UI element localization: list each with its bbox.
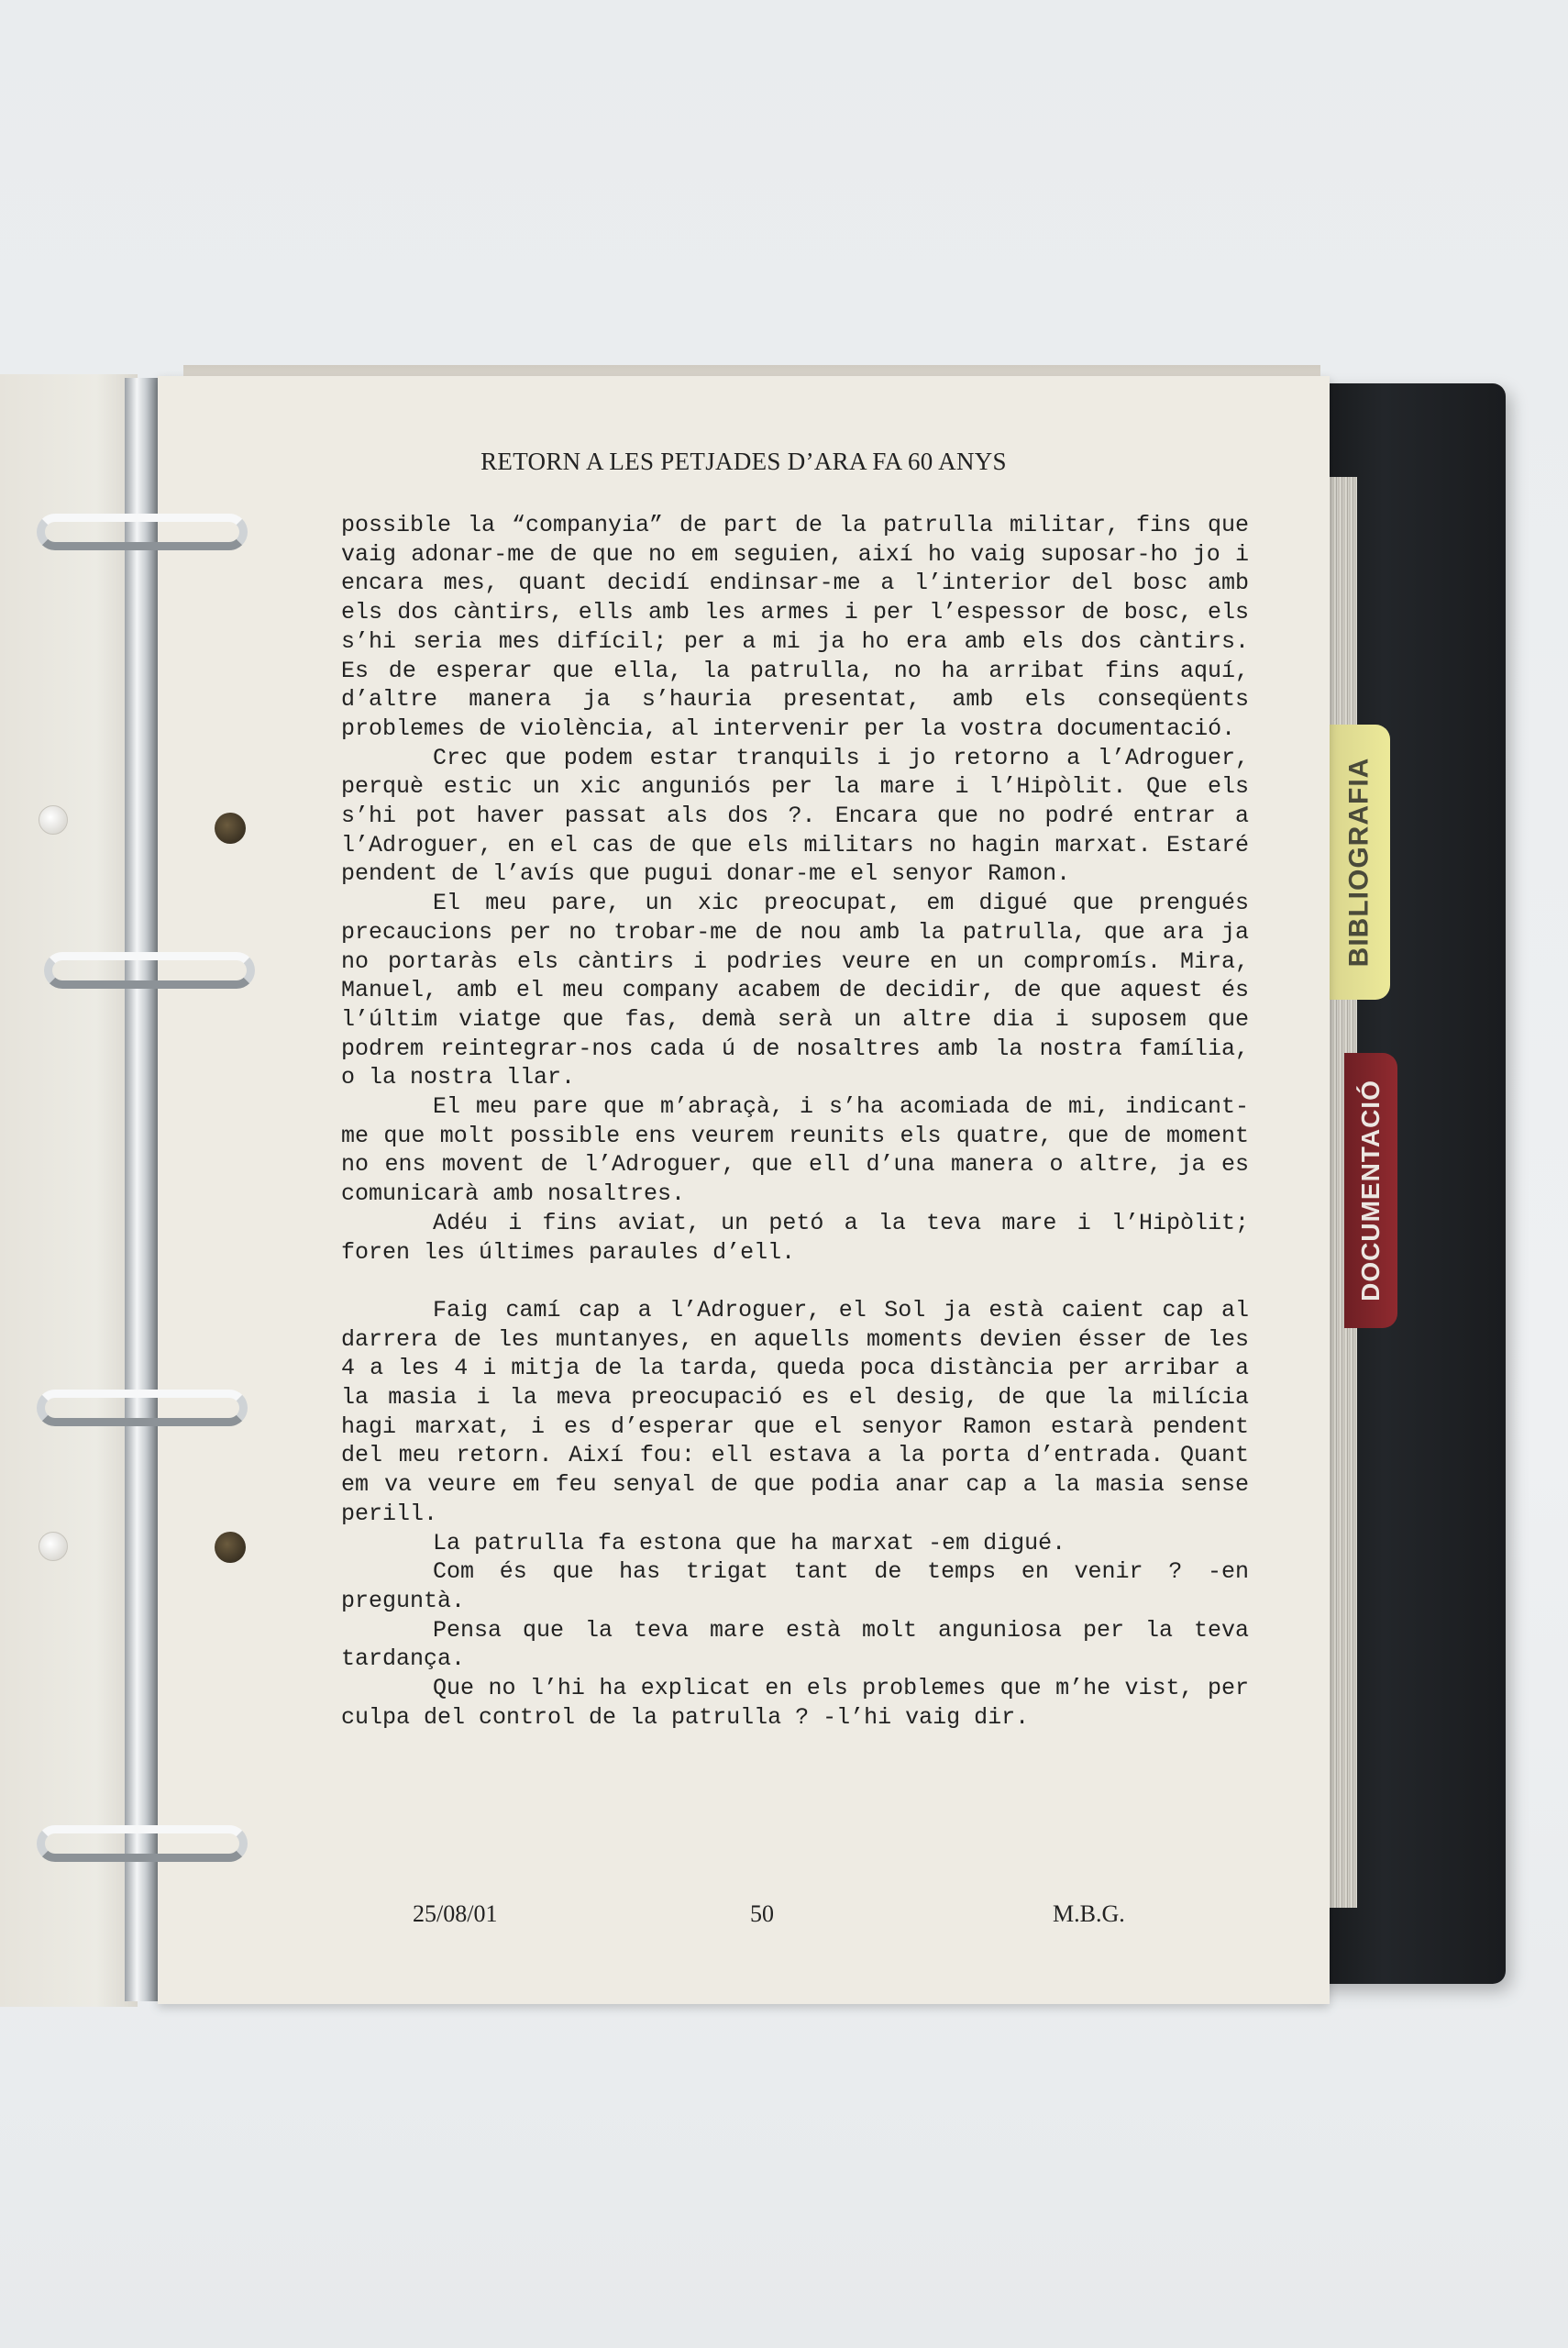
paragraph-gap [341, 1267, 1249, 1296]
paragraph: La patrulla fa estona que ha marxat -em digué. [433, 1529, 1066, 1556]
running-header: RETORN A LES PETJADES D’ARA FA 60 ANYS [480, 448, 1007, 475]
paragraph: Crec que podem estar tranquils i jo retorno a l’Adroguer, perquè estic un xic anguniós per la mare i l’Hipòlit. Que els s’hi pot haver passat als dos ?. Encara que no podré entrar a l’Adroguer, en el cas de que els militars no hagin marxat. Estaré pendent de l’avís que pugui donar-me el senyor Ramon. [341, 744, 1249, 888]
binder-ring [37, 1390, 248, 1426]
paragraph: Adéu i fins aviat, un petó a la teva mare i l’Hipòlit; foren les últimes paraules d’ell. [341, 1209, 1249, 1266]
binder-ring [37, 1825, 248, 1862]
tab-documentacio-label: DOCUMENTACIÓ [1356, 1080, 1385, 1301]
left-page [0, 374, 138, 2007]
tab-bibliografia-label: BIBLIOGRAFIA [1343, 757, 1374, 968]
paragraph: Com és que has trigat tant de temps en venir ? -en preguntà. [341, 1558, 1249, 1614]
tab-documentacio[interactable] [1344, 1053, 1397, 1328]
footer-author: M.B.G. [1053, 1900, 1125, 1927]
left-page-hole [39, 805, 68, 835]
binder-spine [125, 378, 160, 2001]
footer-page-number: 50 [750, 1900, 774, 1927]
tab-bibliografia[interactable] [1328, 725, 1390, 1000]
binder-ring [37, 514, 248, 550]
paragraph: possible la “companyia” de part de la patrulla militar, fins que vaig adonar-me de que no em seguien, així ho vaig suposar-ho jo i encara mes, quant decidí endinsar-me a l’interior del bosc amb els dos càntirs, ells amb les armes i per l’espessor de bosc, els s’hi seria mes difícil; per a mi ja ho era amb els dos càntirs. Es de esperar que ella, la patrulla, no ha arribat fins aquí, d’altre manera ja s’hauria presentat, amb els conseqüents problemes de violència, al intervenir per la vostra documentació. [341, 512, 1249, 742]
paragraph: Faig camí cap a l’Adroguer, el Sol ja està caient cap al darrera de les muntanyes, en aquells moments devien ésser de les 4 a les 4 i mitja de la tarda, queda poca distància per arribar a la masia i la meva preocupació es el desig, de que la milícia hagi marxat, i es d’esperar que el senyor Ramon estarà pendent del meu retorn. Així fou: ell estava a la porta d’entrada. Quant em va veure em feu senyal de que podia anar cap a la masia sense perill. [341, 1296, 1249, 1527]
paragraph: Pensa que la teva mare està molt anguniosa per la teva tardança. [341, 1616, 1249, 1673]
left-page-hole [39, 1532, 68, 1561]
paragraph: Que no l’hi ha explicat en els problemes que m’he vist, per culpa del control de la patrulla ? -l’hi vaig dir. [341, 1675, 1249, 1731]
paragraph: El meu pare, un xic preocupat, em digué que prengués precaucions per no trobar-me de nou amb la patrulla, que ara ja no portaràs els càntirs i podries veure en un compromís. Mira, Manuel, amb el meu company acabem de decidir, de que aquest és l’últim viatge que fas, demà serà un altre dia i suposem que podrem reintegrar-nos cada ú de nosaltres amb la nostra família, o la nostra llar. [341, 890, 1249, 1091]
punch-hole [215, 813, 246, 844]
body-text [341, 511, 1249, 1733]
paragraph: El meu pare que m’abraçà, i s’ha acomiada de mi, indicant-me que molt possible ens veurem reunits els quatre, que de moment no ens movent de l’Adroguer, que ell d’una manera o altre, ja es comunicarà amb nosaltres. [341, 1093, 1249, 1208]
punch-hole [215, 1532, 246, 1563]
footer-date: 25/08/01 [413, 1900, 498, 1927]
binder-ring [44, 952, 255, 989]
